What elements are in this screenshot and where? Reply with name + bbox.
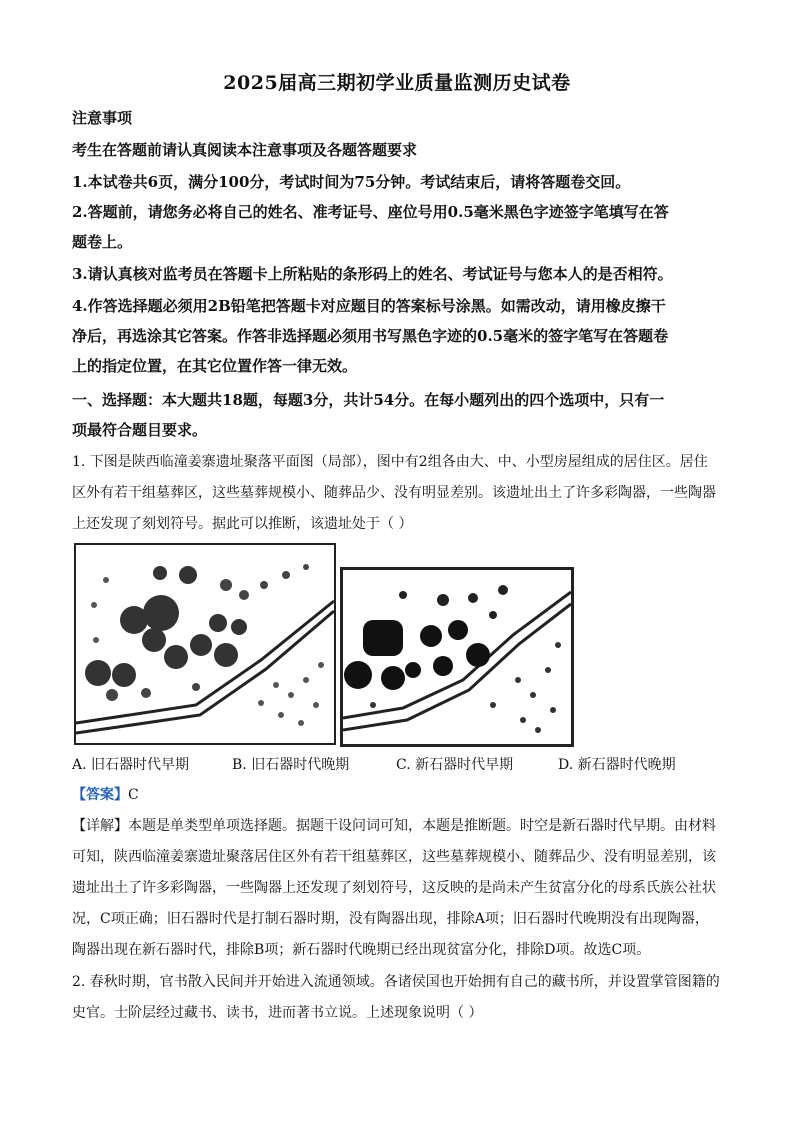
q1-stem-line-3: 上还发现了刻划符号。据此可以推断，该遗址处于（ ） (72, 516, 413, 532)
section-heading-line-1: 一、选择题：本大题共18题，每题3分，共计54分。在每小题列出的四个选项中，只有一 (72, 391, 665, 409)
q1-answer (72, 785, 722, 805)
settlement-plan-map-2 (340, 567, 574, 747)
notice-line-1: 1.本试卷共6页，满分100分，考试时间为75分钟。考试结束后，请将答题卷交回。 (72, 173, 631, 191)
notice-line-7: 上的指定位置，在其它位置作答一律无效。 (72, 357, 358, 375)
page-title: 2025届高三期初学业质量监测历史试卷 (223, 72, 571, 94)
q1-detail-line-1: 【详解】本题是单类型单项选择题。据题干设问词可知，本题是推断题。时空是新石器时代早期。由材料 (72, 818, 716, 834)
settlement-plan-figures (74, 541, 574, 746)
settlement-plan-drawing-1 (76, 545, 334, 743)
settlement-plan-drawing-2 (343, 570, 571, 744)
q1-stem-line-2: 区外有若干组墓葬区，这些墓葬规模小、随葬品少、没有明显差别。该遗址出土了许多彩陶器，一些陶器 (72, 485, 716, 501)
q1-detail-line-4: 况，C项正确；旧石器时代是打制石器时期，没有陶器出现，排除A项；旧石器时代晚期没有出现陶器， (72, 911, 709, 927)
q1-option-c: C. 新石器时代早期 (396, 757, 514, 773)
q2-stem-line-2: 史官。士阶层经过藏书、读书，进而著书立说。上述现象说明（ ） (72, 1005, 483, 1021)
q1-stem-line-1: 1. 下图是陕西临潼姜寨遗址聚落平面图（局部），图中有2组各由大、中、小型房屋组成的居住区。居住 (72, 454, 708, 470)
notice-line-4: 3.请认真核对监考员在答题卡上所粘贴的条形码上的姓名、考试证号与您本人的是否相符。 (72, 265, 673, 283)
q1-detail-line-2: 可知，陕西临潼姜寨遗址聚落居住区外有若干组墓葬区，这些墓葬规模小、随葬品少、没有明显差别，该 (72, 849, 716, 865)
answer-value: C (128, 787, 139, 803)
q1-option-d: D. 新石器时代晚期 (558, 757, 676, 773)
notice-subheading: 考生在答题前请认真阅读本注意事项及各题答题要求 (72, 141, 418, 159)
q1-option-a: A. 旧石器时代早期 (72, 757, 190, 773)
q2-stem-line-1: 2. 春秋时期，官书散入民间并开始进入流通领域。各诸侯国也开始拥有自己的藏书所，并设置掌管图籍的 (72, 974, 720, 990)
q1-options (72, 754, 722, 774)
notice-heading: 注意事项 (72, 109, 133, 127)
notice-line-5: 4.作答选择题必须用2B铅笔把答题卡对应题目的答案标号涂黑。如需改动，请用橡皮擦干 (72, 297, 666, 315)
q1-detail-line-5: 陶器出现在新石器时代，排除B项；新石器时代晚期已经出现贫富分化，排除D项。故选C项。 (72, 942, 651, 958)
detail-tag: 【详解】 (72, 818, 128, 834)
notice-line-6: 净后，再选涂其它答案。作答非选择题必须用书写黑色字迹的0.5毫米的签字笔写在答题卷 (72, 327, 669, 345)
q1-option-b: B. 旧石器时代晚期 (232, 757, 350, 773)
answer-tag: 【答案】 (72, 787, 128, 803)
settlement-plan-map-1 (74, 543, 336, 745)
section-heading-line-2: 项最符合题目要求。 (72, 421, 208, 439)
notice-line-2: 2.答题前，请您务必将自己的姓名、准考证号、座位号用0.5毫米黑色字迹签字笔填写在答 (72, 203, 669, 221)
q1-detail-line-3: 遗址出土了许多彩陶器，一些陶器上还发现了刻划符号，这反映的是尚未产生贫富分化的母系氏族公社状 (72, 880, 716, 896)
notice-line-3: 题卷上。 (72, 233, 133, 251)
